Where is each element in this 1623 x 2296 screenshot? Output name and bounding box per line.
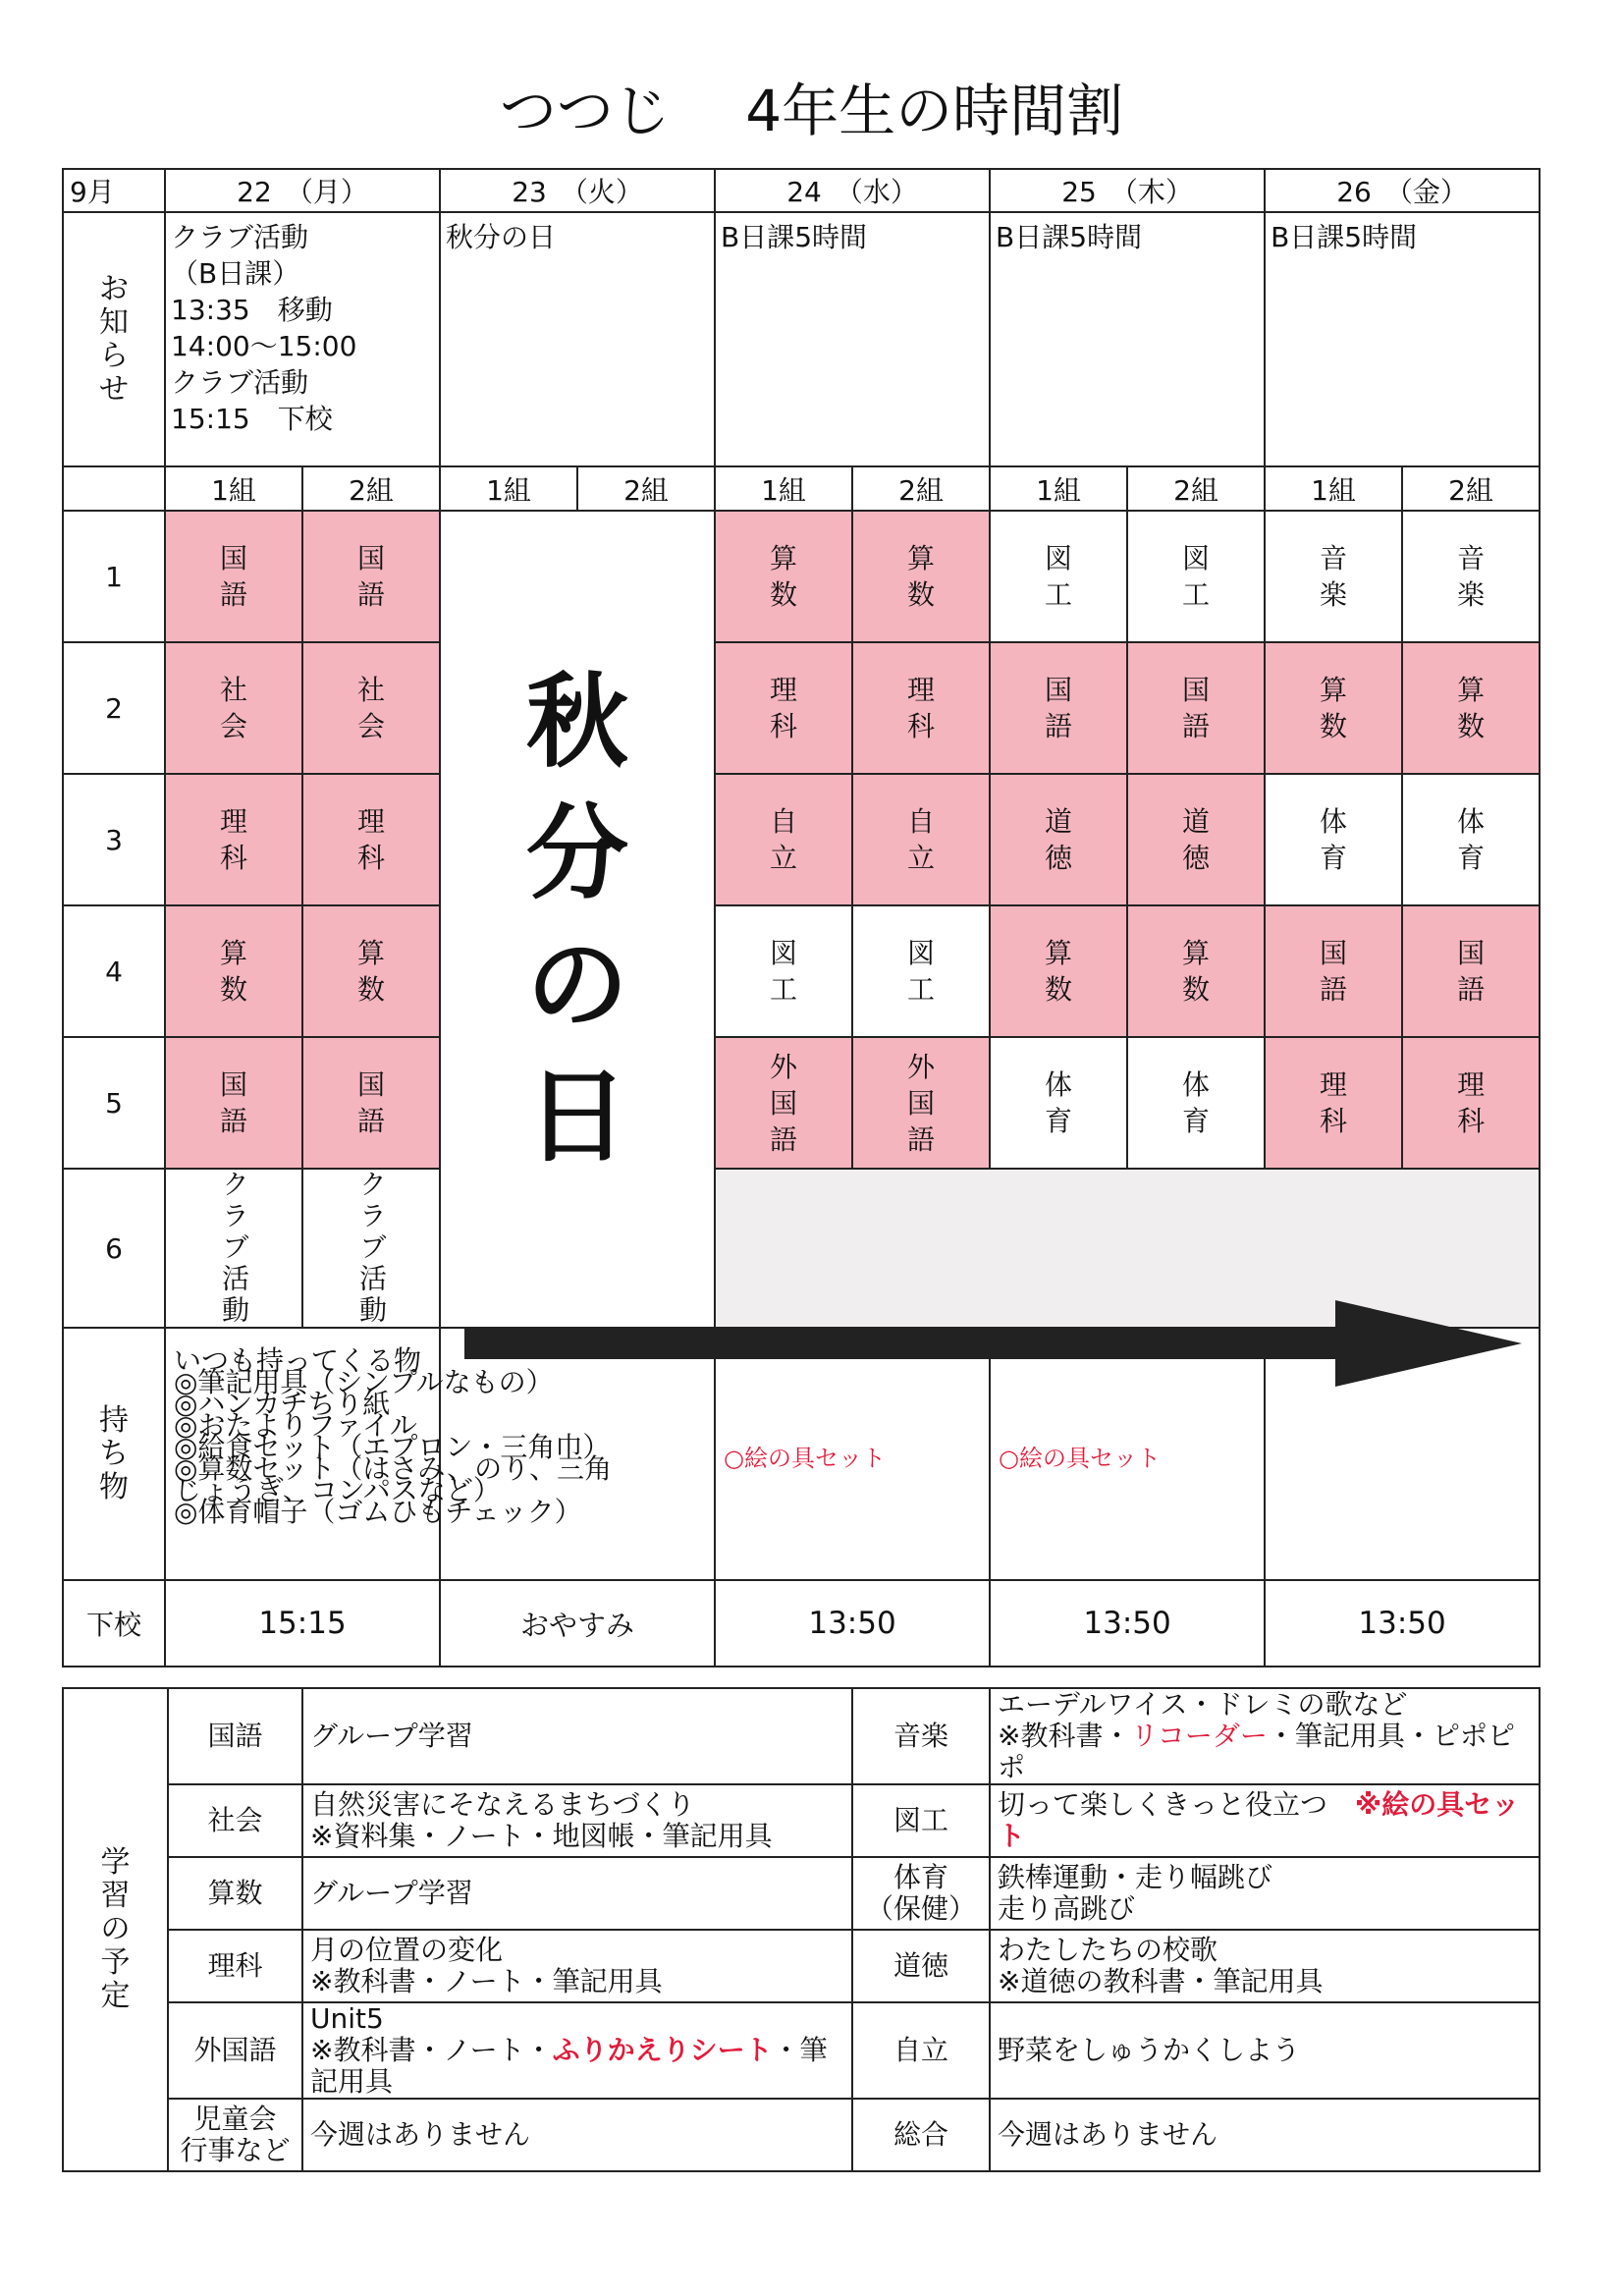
subject-cell: 国 語	[165, 511, 302, 642]
subject-cell: 国 語	[302, 511, 440, 642]
continuation-arrow	[461, 1296, 1527, 1391]
study-plan-table	[62, 1687, 1541, 2172]
plan-subject-jiritsu: 自立	[852, 2002, 990, 2099]
holiday-cell	[440, 511, 715, 1328]
period-row	[63, 905, 1540, 1037]
date-row	[63, 169, 1540, 212]
class2-thu: 2組	[1127, 466, 1265, 511]
period-number: 3	[63, 774, 165, 905]
period-number: 6	[63, 1169, 165, 1328]
subject-cell: 体 育	[1402, 774, 1540, 905]
subject-cell: 国 語	[302, 1037, 440, 1169]
subject-cell: 外 国 語	[852, 1037, 990, 1169]
plan-content-sogo: 今週はありません	[990, 2099, 1540, 2171]
plan-subject-jidokai: 児童会 行事など	[168, 2099, 302, 2171]
period-number: 1	[63, 511, 165, 642]
plan-row	[63, 2099, 1540, 2171]
day-header-fri: 26 （金）	[1265, 169, 1540, 212]
plan-content-kokugo: グループ学習	[302, 1688, 852, 1784]
subject-cell: 自 立	[852, 774, 990, 905]
notice-row	[63, 212, 1540, 466]
dismissal-thu: 13:50	[990, 1580, 1265, 1667]
plan-row	[63, 1784, 1540, 1857]
class1-tue: 1組	[440, 466, 577, 511]
notice-wed: B日課5時間	[715, 212, 990, 466]
subject-cell: 道 徳	[990, 774, 1127, 905]
subject-cell: 体 育	[1265, 774, 1402, 905]
plan-content-ongaku: エーデルワイス・ドレミの歌など ※教科書・リコーダー・筆記用具・ピポピポ	[990, 1688, 1540, 1784]
subject-cell: 国 語	[1402, 905, 1540, 1037]
notice-label: お知らせ	[63, 212, 165, 466]
belongings-mon: いつも持ってくる物 ◎筆記用具（シンプルなもの） ◎ハンカチちり紙 ◎おたよりファイル ◎給食セット（エプロン・三角巾） ◎算数セット（はさみ、のり、三角 じょうぎ、コンパスなど） ◎体育帽子（ゴムひもチェック）	[165, 1328, 440, 1580]
subject-cell: 算 数	[852, 511, 990, 642]
plan-subject-dotoku: 道徳	[852, 1930, 990, 2002]
plan-content-jiritsu: 野菜をしゅうかくしよう	[990, 2002, 1540, 2099]
subject-cell: 道 徳	[1127, 774, 1265, 905]
subject-cell: 理 科	[302, 774, 440, 905]
subject-cell: 図 工	[990, 511, 1127, 642]
subject-cell: 算 数	[1265, 642, 1402, 774]
day-header-thu: 25 （木）	[990, 169, 1265, 212]
subject-cell: 算 数	[1402, 642, 1540, 774]
dismissal-row	[63, 1580, 1540, 1667]
plan-content-rika: 月の位置の変化 ※教科書・ノート・筆記用具	[302, 1930, 852, 2002]
plan-subject-shakai: 社会	[168, 1784, 302, 1857]
dismissal-fri: 13:50	[1265, 1580, 1540, 1667]
class2-fri: 2組	[1402, 466, 1540, 511]
subject-cell: 理 科	[715, 642, 852, 774]
period-number: 2	[63, 642, 165, 774]
dismissal-tue: おやすみ	[440, 1580, 715, 1667]
subject-cell: 図 工	[715, 905, 852, 1037]
subject-cell: 社 会	[165, 642, 302, 774]
plan-content-gaikokugo: Unit5 ※教科書・ノート・ふりかえりシート・筆記用具	[302, 2002, 852, 2099]
notice-tue: 秋分の日	[440, 212, 715, 466]
subject-cell: 算 数	[715, 511, 852, 642]
class1-wed: 1組	[715, 466, 852, 511]
subject-cell: 図 工	[1127, 511, 1265, 642]
class2-mon: 2組	[302, 466, 440, 511]
period-number: 4	[63, 905, 165, 1037]
period-row	[63, 774, 1540, 905]
subject-cell: 理 科	[852, 642, 990, 774]
subject-cell: 図 工	[852, 905, 990, 1037]
class2-tue: 2組	[577, 466, 715, 511]
subject-cell-club	[165, 1169, 302, 1328]
notice-mon: クラブ活動 （B日課） 13:35 移動 14:00～15:00 クラブ活動 15:15 下校	[165, 212, 440, 466]
plan-subject-rika: 理科	[168, 1930, 302, 2002]
notice-fri: B日課5時間	[1265, 212, 1540, 466]
day-header-wed: 24 （水）	[715, 169, 990, 212]
plan-content-sansu: グループ学習	[302, 1857, 852, 1930]
class-row	[63, 466, 1540, 511]
plan-subject-kokugo: 国語	[168, 1688, 302, 1784]
day-header-tue: 23 （火）	[440, 169, 715, 212]
subject-cell: 体 育	[1127, 1037, 1265, 1169]
subject-cell: 理 科	[1402, 1037, 1540, 1169]
class1-mon: 1組	[165, 466, 302, 511]
plan-row	[63, 2002, 1540, 2099]
subject-cell: 算 数	[990, 905, 1127, 1037]
subject-cell: 国 語	[165, 1037, 302, 1169]
subject-cell: 理 科	[1265, 1037, 1402, 1169]
subject-cell: 算 数	[302, 905, 440, 1037]
subject-cell: 音 楽	[1265, 511, 1402, 642]
plan-content-shakai: 自然災害にそなえるまちづくり ※資料集・ノート・地図帳・筆記用具	[302, 1784, 852, 1857]
subject-cell: 算 数	[1127, 905, 1265, 1037]
class1-thu: 1組	[990, 466, 1127, 511]
dismissal-mon: 15:15	[165, 1580, 440, 1667]
subject-cell: 音 楽	[1402, 511, 1540, 642]
class2-wed: 2組	[852, 466, 990, 511]
plan-subject-taiiku: 体育 （保健）	[852, 1857, 990, 1930]
plan-row	[63, 1688, 1540, 1784]
day-header-mon: 22 （月）	[165, 169, 440, 212]
period-row	[63, 1037, 1540, 1169]
plan-subject-gaikokugo: 外国語	[168, 2002, 302, 2099]
holiday-text: 秋分の日	[526, 662, 629, 1176]
paint-set-note: ○絵の具セット	[999, 1445, 1161, 1472]
subject-cell: 自 立	[715, 774, 852, 905]
subject-cell: 国 語	[1265, 905, 1402, 1037]
period-row	[63, 642, 1540, 774]
subject-cell: 体 育	[990, 1037, 1127, 1169]
dismissal-wed: 13:50	[715, 1580, 990, 1667]
page-title: つつじ 4年生の時間割	[499, 78, 1124, 144]
plan-label: 学習の予定	[63, 1688, 168, 2171]
plan-subject-sansu: 算数	[168, 1857, 302, 1930]
plan-row	[63, 1857, 1540, 1930]
period-number: 5	[63, 1037, 165, 1169]
club-text: クラブ活動	[355, 1170, 388, 1327]
plan-content-zuko: 切って楽しくきっと役立つ ※絵の具セット	[990, 1784, 1540, 1857]
plan-content-jidokai: 今週はありません	[302, 2099, 852, 2171]
dismissal-label: 下校	[63, 1580, 165, 1667]
plan-content-dotoku: わたしたちの校歌 ※道徳の教科書・筆記用具	[990, 1930, 1540, 2002]
plan-subject-ongaku: 音楽	[852, 1688, 990, 1784]
subject-cell-club	[302, 1169, 440, 1328]
subject-cell: 国 語	[1127, 642, 1265, 774]
class-row-blank	[63, 466, 165, 511]
month-cell: 9月	[63, 169, 165, 212]
belongings-label: 持ち物	[63, 1328, 165, 1580]
subject-cell: 外 国 語	[715, 1037, 852, 1169]
plan-content-taiiku: 鉄棒運動・走り幅跳び 走り高跳び	[990, 1857, 1540, 1930]
plan-subject-zuko: 図工	[852, 1784, 990, 1857]
subject-cell: 国 語	[990, 642, 1127, 774]
plan-subject-sogo: 総合	[852, 2099, 990, 2171]
subject-cell: 算 数	[165, 905, 302, 1037]
class1-fri: 1組	[1265, 466, 1402, 511]
timetable	[62, 168, 1541, 1667]
subject-cell: 社 会	[302, 642, 440, 774]
period-row	[63, 511, 1540, 642]
plan-row	[63, 1930, 1540, 2002]
club-text: クラブ活動	[218, 1170, 250, 1327]
paint-set-note: ○絵の具セット	[724, 1445, 886, 1472]
notice-thu: B日課5時間	[990, 212, 1265, 466]
subject-cell: 理 科	[165, 774, 302, 905]
